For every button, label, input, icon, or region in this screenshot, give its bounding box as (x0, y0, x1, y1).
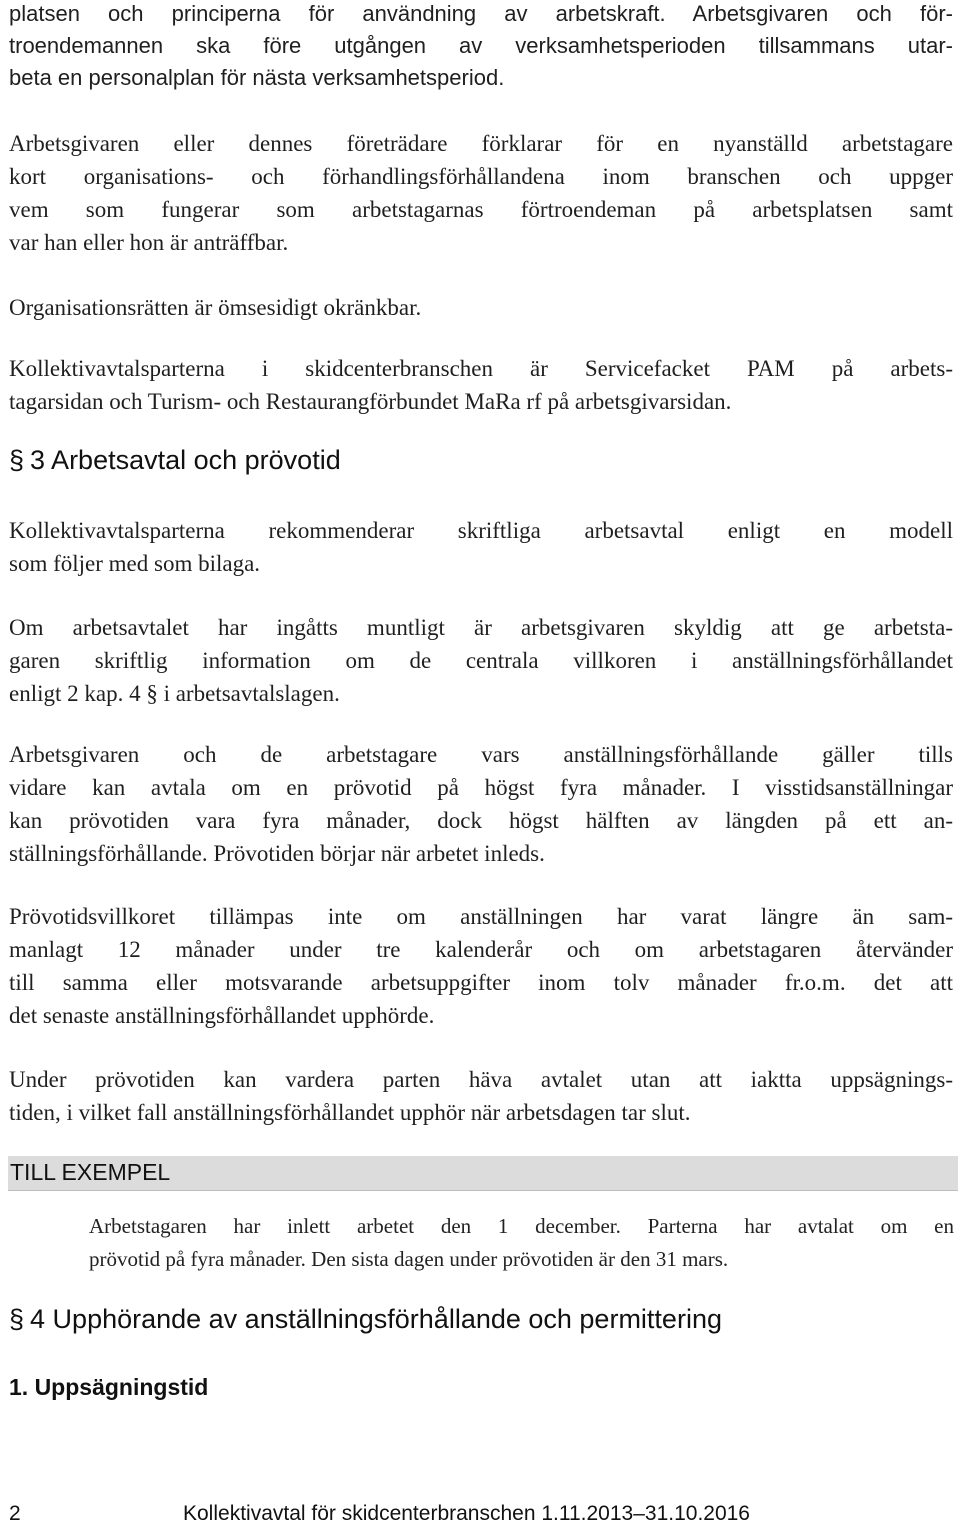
text-line: till samma eller motsvarande arbetsuppgifter inom tolv månader fr.o.m. det att (9, 970, 953, 995)
section-symbol: § (9, 1304, 25, 1334)
text-line: var han eller hon är anträffbar. (9, 230, 289, 255)
text-line: Om arbetsavtalet har ingåtts muntligt är arbetsgivaren skyldig att ge arbetsta- (9, 615, 953, 640)
text-line: Kollektivavtalsparterna rekommenderar skriftliga arbetsavtal enligt en modell (9, 518, 953, 543)
section-heading-text: 4 Upphörande av anställningsförhållande och permittering (30, 1304, 722, 1334)
section-heading-3 (9, 445, 341, 476)
paragraph-personnel-plan (9, 0, 953, 94)
section-heading-4 (9, 1304, 722, 1335)
text-line: som följer med som bilaga. (9, 551, 261, 576)
text-line: beta en personalplan för nästa verksamhetsperiod. (9, 65, 505, 90)
paragraph-trial-period (9, 738, 953, 870)
text-line: garen skriftlig information om de centrala villkoren i anställningsförhållandet (9, 648, 953, 673)
paragraph-new-employee (9, 127, 953, 259)
text-line: prövotid på fyra månader. Den sista dagen under prövotiden är den 31 mars. (89, 1247, 729, 1271)
paragraph-parties (9, 352, 953, 418)
section-heading-text: 3 Arbetsavtal och prövotid (30, 445, 341, 475)
footer-document-title: Kollektivavtal för skidcenterbranschen 1.11.2013–31.10.2016 (183, 1502, 750, 1525)
text-line: Kollektivavtalsparterna i skidcenterbranschen är Servicefacket PAM på arbets- (9, 356, 953, 381)
text-line: enligt 2 kap. 4 § i arbetsavtalslagen. (9, 681, 340, 706)
paragraph-organisation-right (9, 291, 953, 324)
text-line: Organisationsrätten är ömsesidigt okränkbar. (9, 295, 422, 320)
example-box-header (8, 1156, 958, 1191)
text-line: platsen och principerna för användning av arbetskraft. Arbetsgivaren och för- (9, 1, 953, 26)
text-line: Prövotidsvillkoret tillämpas inte om anställningen har varat längre än sam- (9, 904, 953, 929)
paragraph-oral-agreement (9, 611, 953, 710)
text-line: Arbetstagaren har inlett arbetet den 1 december. Parterna har avtalat om en (89, 1214, 954, 1238)
text-line: vem som fungerar som arbetstagarnas förtroendeman på arbetsplatsen samt (9, 197, 953, 222)
text-line: Arbetsgivaren eller dennes företrädare förklarar för en nyanställd arbetstagare (9, 131, 953, 156)
text-line: manlagt 12 månader under tre kalenderår och om arbetstagaren återvänder (9, 937, 953, 962)
text-line: Under prövotiden kan vardera parten häva avtalet utan att iaktta uppsägnings- (9, 1067, 953, 1092)
text-line: troendemannen ska före utgången av verksamhetsperioden tillsammans utar- (9, 33, 953, 58)
text-line: tagarsidan och Turism- och Restaurangförbundet MaRa rf på arbetsgivarsidan. (9, 389, 732, 414)
page-number: 2 (9, 1502, 21, 1525)
text-line: Arbetsgivaren och de arbetstagare vars anställningsförhållande gäller tills (9, 742, 953, 767)
text-line: vidare kan avtala om en prövotid på högst fyra månader. I visstidsanställningar (9, 775, 953, 800)
subheading-notice-period: 1. Uppsägningstid (9, 1374, 209, 1400)
text-line: det senaste anställningsförhållandet upphörde. (9, 1003, 435, 1028)
text-line: tiden, i vilket fall anställningsförhållandet upphör när arbetsdagen tar slut. (9, 1100, 691, 1125)
example-box-text (89, 1210, 954, 1276)
section-symbol: § (9, 445, 25, 475)
paragraph-trial-condition (9, 900, 953, 1032)
example-box-label: TILL EXEMPEL (10, 1159, 171, 1185)
text-line: ställningsförhållande. Prövotiden börjar när arbetet inleds. (9, 841, 545, 866)
paragraph-recommend (9, 514, 953, 580)
paragraph-cancel-during-trial (9, 1063, 953, 1129)
text-line: kan prövotiden vara fyra månader, dock högst hälften av längden på ett an- (9, 808, 953, 833)
text-line: kort organisations- och förhandlingsförhållandena inom branschen och uppger (9, 164, 953, 189)
